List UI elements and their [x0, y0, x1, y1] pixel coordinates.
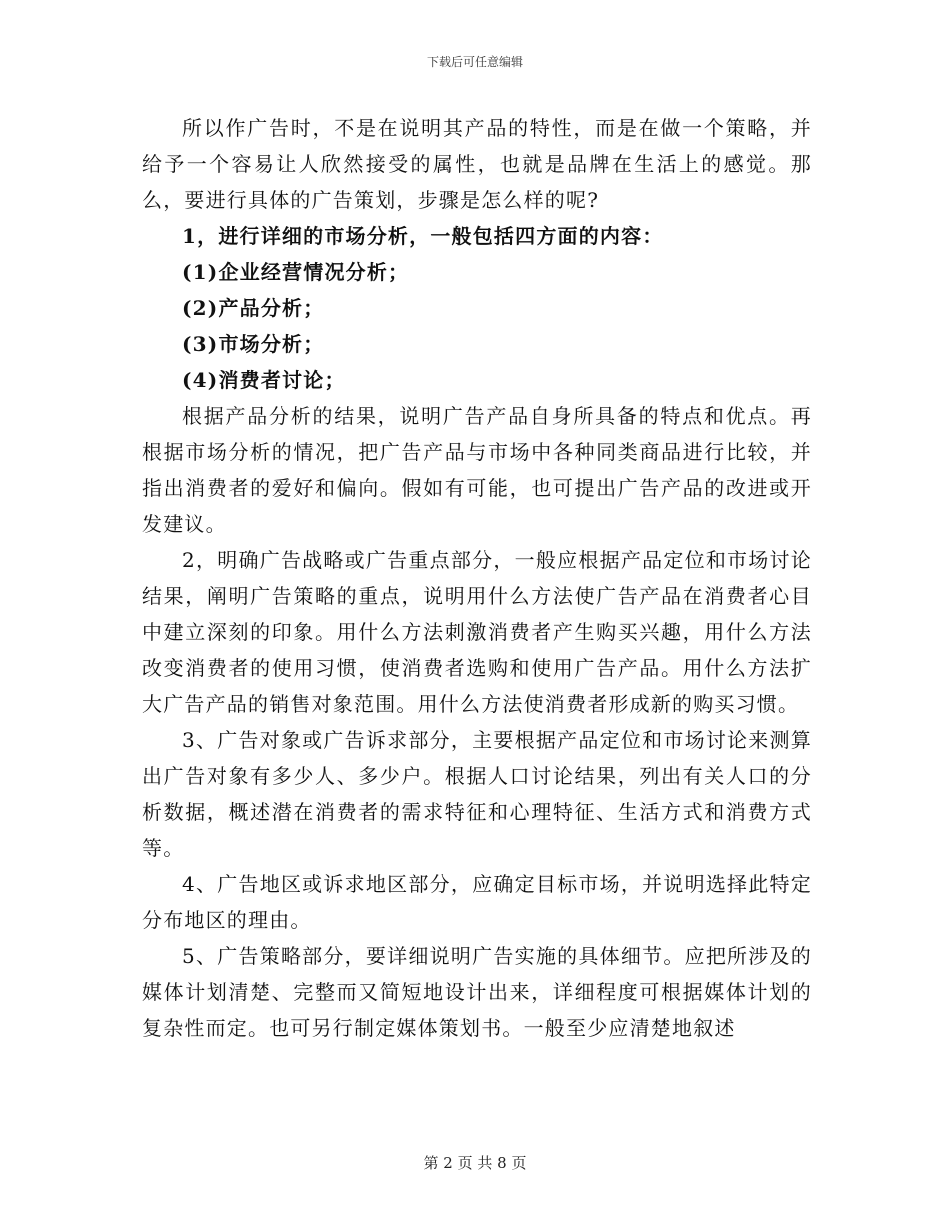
paragraph-product-analysis-result: 根据产品分析的结果，说明广告产品自身所具备的特点和优点。再根据市场分析的情况，把广告产品与市场中各种同类商品进行比较，并指出消费者的爱好和偏向。假如有可能，也可提出广告产品的改进或开发建议。	[142, 404, 812, 536]
document-body	[142, 110, 812, 1046]
paragraph-audience: 3、广告对象或广告诉求部分，主要根据产品定位和市场讨论来测算出广告对象有多少人、多少户。根据人口讨论结果，列出有关人口的分析数据，概述潜在消费者的需求特征和心理特征、生活方式和消费方式等。	[142, 728, 812, 860]
list-item-enterprise-analysis: (1)企业经营情况分析；	[182, 260, 410, 284]
paragraph-strategy-focus: 2，明确广告战略或广告重点部分，一般应根据产品定位和市场讨论结果，阐明广告策略的重点，说明用什么方法使广告产品在消费者心目中建立深刻的印象。用什么方法刺激消费者产生购买兴趣，用什么方法改变消费者的使用习惯，使消费者选购和使用广告产品。用什么方法扩大广告产品的销售对象范围。用什么方法使消费者形成新的购买习惯。	[142, 548, 812, 716]
paragraph-intro: 所以作广告时，不是在说明其产品的特性，而是在做一个策略，并给予一个容易让人欣然接受的属性，也就是品牌在生活上的感觉。那么，要进行具体的广告策划，步骤是怎么样的呢?	[142, 116, 812, 212]
page-header-note: 下载后可任意编辑	[426, 55, 523, 69]
paragraph-region: 4、广告地区或诉求地区部分，应确定目标市场，并说明选择此特定分布地区的理由。	[142, 872, 812, 932]
page-number: 第 2 页 共 8 页	[423, 1154, 527, 1172]
paragraph-strategy-detail: 5、广告策略部分，要详细说明广告实施的具体细节。应把所涉及的媒体计划清楚、完整而又简短地设计出来，详细程度可根据媒体计划的复杂性而定。也可另行制定媒体策划书。一般至少应清楚地叙述	[142, 944, 812, 1040]
heading-market-analysis: 1，进行详细的市场分析，一般包括四方面的内容：	[182, 224, 664, 248]
list-item-consumer-discussion: (4)消费者讨论；	[182, 368, 346, 392]
list-item-product-analysis: (2)产品分析；	[182, 296, 325, 320]
list-item-market-analysis: (3)市场分析；	[182, 332, 325, 356]
